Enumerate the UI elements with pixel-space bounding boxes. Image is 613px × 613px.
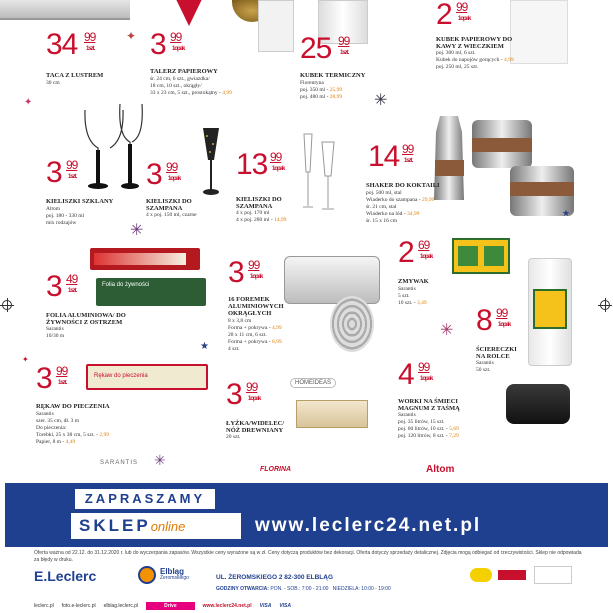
kieliszki-szkl-desc: Altom poj. 180 - 330 ml mix rodzajów [46,206,85,226]
thermos-mug-image [258,0,294,52]
footer-links [34,602,291,610]
baking-sleeve-image [86,364,208,390]
partner-logos [470,566,580,588]
disclaimer: Oferta ważna od 22.12. do 31.12.2020 r. lub do wyczerpania zapasów. Wszystkie ceny wyrażone są w zł. Ceny dotyczą produktów bez dekoracji. Oferta dotyczy sprzedaży detalicznej. Zdjęcia mogą odbiegać od rzeczywistości. Sklep nie odpowiada za błędy w druku. [34,550,582,563]
footer-drive[interactable]: Drive [146,602,195,610]
zmywak-name: ZMYWAK [398,278,429,285]
baking-sleeve-label: Rękaw do pieczenia [94,373,148,379]
talerz-name: TALERZ PAPIEROWY [150,68,218,75]
zmywak-price: 2 69 1opak [398,236,433,269]
foil-roll-image [90,248,200,270]
wine-glasses-image [80,100,150,192]
online-shop-banner[interactable] [5,483,608,547]
kieliszki-szamp1-price: 3 99 1opak [146,158,181,191]
aluminium-forms-image [330,296,374,352]
visa-logo: VISA [259,603,272,609]
star-icon: ★ [200,341,209,352]
florina-logo: FLORINA [260,466,292,473]
taca-price: 34 99 1szt. [46,28,96,61]
kieliszki-szamp2-name: KIELISZKI DO SZAMPANA [236,196,282,211]
star-icon: ✳ [374,90,388,109]
trash-bags-image [506,384,570,424]
shaker-set-image [430,110,580,220]
store-address: UL. ŻEROMSKIEGO 2 82-300 ELBLĄG [216,574,334,581]
lyzka-desc: 20 szt. [226,434,241,440]
banner-invite: ZAPRASZAMY [75,489,215,509]
kubek-pap-name: KUBEK PAPIEROWY DO KAWY Z WIECZKIEM [436,36,513,51]
sciereczki-name: ŚCIERECZKI NA ROLCE [476,346,517,361]
kubek-term-desc: Florentyna poj. 350 ml - 25,99 poj. 480 ml - 28,99 [300,80,343,100]
leclerc-logo: E.Leclerc [34,568,97,584]
kubek-pap-price: 2 99 1opak [436,0,471,31]
sarantis-logo: SARANTIS [100,460,139,466]
star-icon: ✦ [24,97,33,108]
registration-mark-icon [2,300,12,310]
folia-name: FOLIA ALUMINIOWA/ DO ŻYWNOŚCI Z OSTRZEM [46,312,126,327]
footer-foto[interactable]: foto.e-leclerc.pl [61,603,96,609]
star-plate-image [168,0,210,26]
visa-logo: VISA [279,603,291,609]
star-icon: ✦ [22,355,29,364]
store-city: Elbląg Żeromskiego [160,567,189,581]
taca-desc: 30 cm [46,80,60,86]
footer-fb[interactable]: elblag.leclerc.pl [103,603,139,609]
altom-logo: Altom [426,464,455,475]
kieliszki-szkl-price: 3 99 1szt. [46,156,78,189]
leclerc-symbol-icon [138,566,156,584]
rekaw-name: RĘKAW DO PIECZENIA [36,403,110,410]
rekaw-price: 3 99 1szt. [36,362,68,395]
star-icon: ✳ [440,320,454,339]
lyzka-price: 3 99 1opak [226,378,261,411]
taca-name: TACA Z LUSTREM [46,72,104,79]
foremki-name: 16 FOREMEK ALUMINIOWYCH OKRĄGŁYCH [228,296,284,318]
sciereczki-desc: Sarantis 50 szt. [476,360,494,373]
foremki-price: 3 99 1opak [228,256,263,289]
kieliszki-szamp2-desc: 4 x poj. 170 ml 4 x poj. 280 ml - 14,99 [236,210,287,223]
aluminium-tray-image [284,256,380,304]
sponges-image [452,238,510,274]
foil-box-label: Folia do żywności [102,282,150,288]
shaker-price: 14 99 1szt. [368,140,414,173]
homeideas-logo: HOMEIDEAS [290,378,336,388]
kubek-term-price: 25 99 1szt. [300,32,350,65]
folia-desc: Sarantis 10/30 m [46,326,65,339]
footer-url[interactable]: www.leclerc24.net.pl [202,603,252,609]
foremki-desc: 8 x 3,8 cm Forma + pokrywa - 4,99 28 x 11 cm, 6 szt. Forma + pokrywa - 6,99 4 szt. [228,318,282,352]
worki-desc: Sarantis poj. 35 litrów, 15 szt. poj. 60 litrów, 10 szt. - 5,69 poj. 120 litrów, 8 szt. - 7,29 [398,412,459,439]
shaker-name: SHAKER DO KOKTAILI [366,182,440,189]
kieliszki-szkl-name: KIELISZKI SZKLANY [46,198,114,205]
star-icon: ✳ [154,453,166,469]
banner-shop: SKLEPonline [71,513,241,539]
black-champagne-glass-image [200,126,222,198]
folia-price: 3 49 1szt. [46,270,78,303]
kieliszki-szamp1-name: KIELISZKI DO SZAMPANA [146,198,192,213]
star-icon: ✦ [126,29,137,43]
kieliszki-szamp1-desc: 4 x poj. 150 ml, czarne [146,212,197,218]
footer-site[interactable]: leclerc.pl [34,603,54,609]
star-icon: ★ [562,209,571,219]
clear-champagne-glasses-image [300,132,340,212]
zmywak-desc: Sarantis 5 szt. 10 szt. - 3,49 [398,286,427,306]
shaker-desc: poj. 500 ml, stal Wiaderko do szampana - 29,99 śr. 21 cm, stal Wiaderko na lód - 34,99 śr. 15 x 16 cm [366,190,435,224]
rekaw-desc: Sarantis szer. 35 cm, dł. 3 m Do pieczenia: Torebki, 25 x 38 cm, 5 szt. - 2,99 Papier, 8 m - 4,49 [36,411,109,445]
sciereczki-price: 8 99 1opak [476,304,511,337]
star-icon: ✳ [130,220,144,239]
worki-name: WORKI NA ŚMIECI MAGNUM Z TAŚMĄ [398,398,460,413]
store-hours: GODZINY OTWARCIA: PON. - SOB.: 7:00 - 21:00 NIEDZIELA: 10:00 - 19:00 [216,586,391,592]
foil-box-image [96,278,206,306]
lyzka-name: ŁYŻKA/WIDELEC/ NÓŻ DREWNIANY [226,420,285,435]
kieliszki-szamp2-price: 13 99 1opak [236,148,285,181]
kubek-pap-desc: poj. 300 ml, 6 szt. Kubek do napojów gorących - 4,99 poj. 250 ml, 25 szt. [436,50,514,70]
mirror-tray-image [0,0,130,20]
banner-url[interactable]: www.leclerc24.net.pl [255,515,482,536]
talerz-desc: śr. 24 cm, 6 szt., gwiazdka/ 18 cm, 10 szt., okrągły/ 33 x 23 cm, 5 szt., prostokątny - 4,99 [150,76,232,96]
worki-price: 4 99 1opak [398,358,433,391]
registration-mark-icon [600,300,610,310]
wooden-cutlery-image [296,400,368,428]
talerz-price: 3 99 1opak [150,28,185,61]
kubek-term-name: KUBEK TERMICZNY [300,72,366,79]
cloth-roll-image [528,258,572,366]
